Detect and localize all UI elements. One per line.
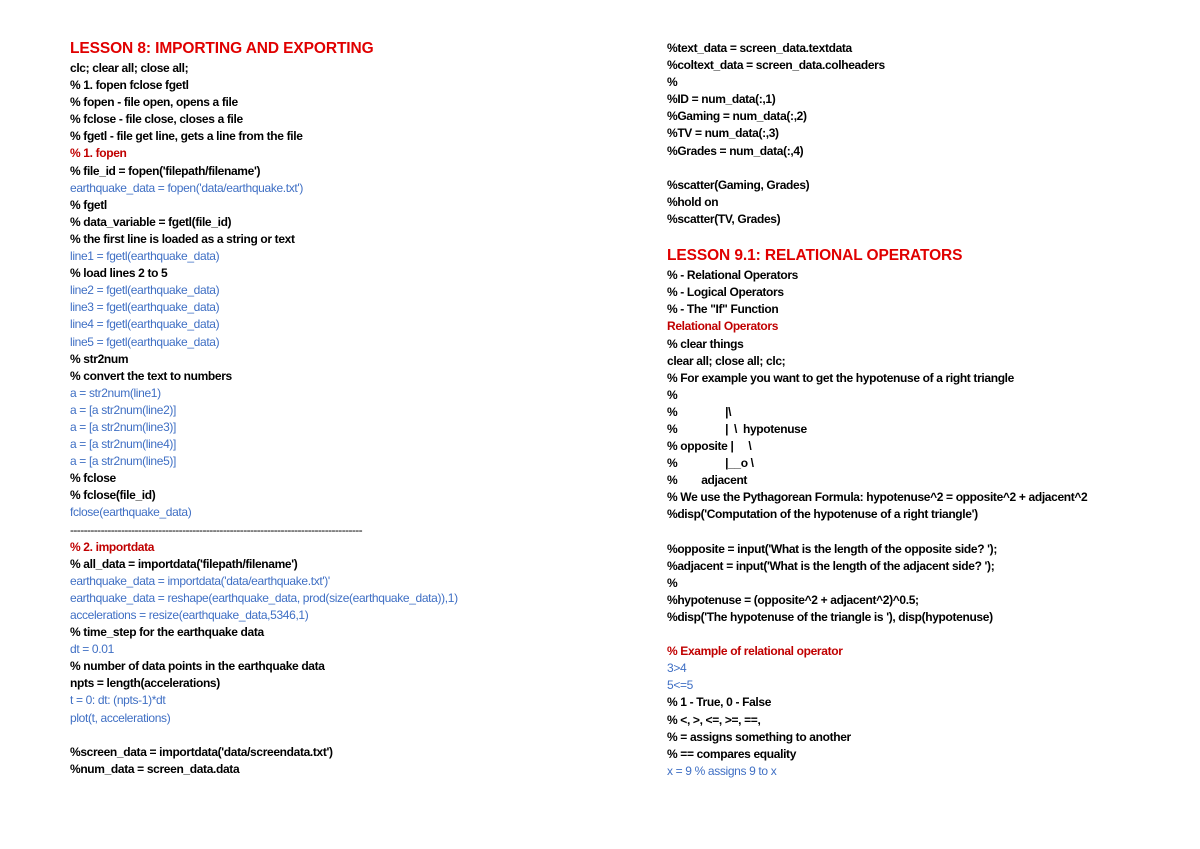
code-line: % fgetl <box>70 197 107 212</box>
code-line: % For example you want to get the hypotenuse of a right triangle <box>667 370 1014 385</box>
blank-line <box>667 160 1167 177</box>
code-line: % fgetl - file get line, gets a line from the file <box>70 129 303 144</box>
code-line: %Gaming = num_data(:,2) <box>667 109 807 124</box>
code-line: %hold on <box>667 194 719 209</box>
code-line: line5 = fgetl(earthquake_data) <box>70 334 220 349</box>
code-line: % file_id = fopen('filepath/filename') <box>70 163 261 178</box>
code-line: line2 = fgetl(earthquake_data) <box>70 283 220 298</box>
code-line: Relational Operators <box>667 319 779 334</box>
code-line: earthquake_data = reshape(earthquake_data, prod(size(earthquake_data)),1) <box>70 590 458 605</box>
code-line: dt = 0.01 <box>70 642 114 657</box>
code-line: a = [a str2num(line5)] <box>70 454 177 469</box>
code-line: % <box>667 75 678 90</box>
code-line: % opposite | \ <box>667 439 752 454</box>
code-line: % data_variable = fgetl(file_id) <box>70 214 232 229</box>
code-line: clear all; close all; clc; <box>667 353 786 368</box>
code-line: line4 = fgetl(earthquake_data) <box>70 317 220 332</box>
code-line: % load lines 2 to 5 <box>70 266 168 281</box>
code-line: a = [a str2num(line3)] <box>70 419 177 434</box>
code-line: %scatter(Gaming, Grades) <box>667 177 810 192</box>
code-line: line1 = fgetl(earthquake_data) <box>70 249 220 264</box>
code-line: % <box>667 387 678 402</box>
code-line: %num_data = screen_data.data <box>70 761 240 776</box>
code-line: a = str2num(line1) <box>70 385 161 400</box>
code-line: accelerations = resize(earthquake_data,5346,1) <box>70 608 309 622</box>
code-line: % 2. importdata <box>70 539 155 554</box>
code-line: % <, >, <=, >=, ==, <box>667 712 761 727</box>
left-code-lines <box>70 60 590 778</box>
code-line: % - Relational Operators <box>667 268 798 283</box>
code-line: % = assigns something to another <box>667 729 851 744</box>
code-line: % We use the Pythagorean Formula: hypotenuse^2 = opposite^2 + adjacent^2 <box>667 490 1088 505</box>
code-line: %coltext_data = screen_data.colheaders <box>667 58 885 73</box>
code-line: a = [a str2num(line4)] <box>70 437 177 452</box>
code-line: % fclose <box>70 471 116 486</box>
code-line: npts = length(accelerations) <box>70 676 220 691</box>
code-line: %opposite = input('What is the length of the opposite side? '); <box>667 541 997 556</box>
code-line: % clear things <box>667 336 744 351</box>
right-code-lines <box>667 267 1167 780</box>
code-line: % <box>667 575 678 590</box>
code-line: % adjacent <box>667 473 748 488</box>
code-line: 5<=5 <box>667 678 693 693</box>
code-line: % fopen - file open, opens a file <box>70 95 238 110</box>
code-line: 3>4 <box>667 661 687 676</box>
code-line: % number of data points in the earthquake data <box>70 659 325 674</box>
code-line: % 1 - True, 0 - False <box>667 695 772 710</box>
code-line: % 1. fopen fclose fgetl <box>70 78 189 93</box>
code-line: % 1. fopen <box>70 146 127 161</box>
code-line: % str2num <box>70 351 129 366</box>
code-line: %disp('The hypotenuse of the triangle is '), disp(hypotenuse) <box>667 610 993 624</box>
code-line: % | \ hypotenuse <box>667 421 807 436</box>
code-line: % the first line is loaded as a string or text <box>70 231 295 246</box>
code-line: fclose(earthquake_data) <box>70 505 192 520</box>
right-column <box>667 40 1167 780</box>
code-line: line3 = fgetl(earthquake_data) <box>70 300 220 315</box>
code-line: %disp('Computation of the hypotenuse of a right triangle') <box>667 507 978 522</box>
code-line: %Grades = num_data(:,4) <box>667 143 804 158</box>
code-line: %hypotenuse = (opposite^2 + adjacent^2)^0.5; <box>667 592 919 607</box>
code-line: % fclose(file_id) <box>70 488 156 503</box>
left-column <box>70 38 590 778</box>
code-line: % - The "If" Function <box>667 302 779 317</box>
code-line: % fclose - file close, closes a file <box>70 112 243 127</box>
code-line: % time_step for the earthquake data <box>70 625 264 640</box>
code-line: x = 9 % assigns 9 to x <box>667 763 777 778</box>
code-line: %text_data = screen_data.textdata <box>667 41 852 55</box>
lesson-8-heading: LESSON 8: IMPORTING AND EXPORTING <box>70 40 374 57</box>
code-line: % == compares equality <box>667 746 797 761</box>
code-line: % all_data = importdata('filepath/filename') <box>70 556 298 571</box>
blank-line <box>667 626 1167 643</box>
blank-line <box>70 727 590 744</box>
code-line: t = 0: dt: (npts-1)*dt <box>70 693 166 708</box>
code-line: %ID = num_data(:,1) <box>667 92 776 107</box>
code-line: plot(t, accelerations) <box>70 710 171 725</box>
code-line: %adjacent = input('What is the length of the adjacent side? '); <box>667 558 995 573</box>
code-line: -------------------------------------------------------------------------------------- <box>70 522 363 537</box>
code-line: %screen_data = importdata('data/screendata.txt') <box>70 744 333 759</box>
code-line: %scatter(TV, Grades) <box>667 211 781 226</box>
code-line: % Example of relational operator <box>667 644 843 659</box>
code-line: earthquake_data = fopen('data/earthquake.txt') <box>70 180 303 195</box>
code-line: % - Logical Operators <box>667 285 784 300</box>
blank-line <box>667 524 1167 541</box>
lesson-9-1-heading: LESSON 9.1: RELATIONAL OPERATORS <box>667 247 963 265</box>
code-line: % |\ <box>667 404 732 419</box>
section-spacer <box>667 228 1167 245</box>
code-line: a = [a str2num(line2)] <box>70 402 177 417</box>
code-line: clc; clear all; close all; <box>70 61 189 75</box>
code-line: %TV = num_data(:,3) <box>667 126 779 141</box>
code-line: earthquake_data = importdata('data/earthquake.txt')' <box>70 573 330 588</box>
code-line: % |__o \ <box>667 456 754 471</box>
code-line: % convert the text to numbers <box>70 368 232 383</box>
right-top-code-lines <box>667 40 1167 228</box>
